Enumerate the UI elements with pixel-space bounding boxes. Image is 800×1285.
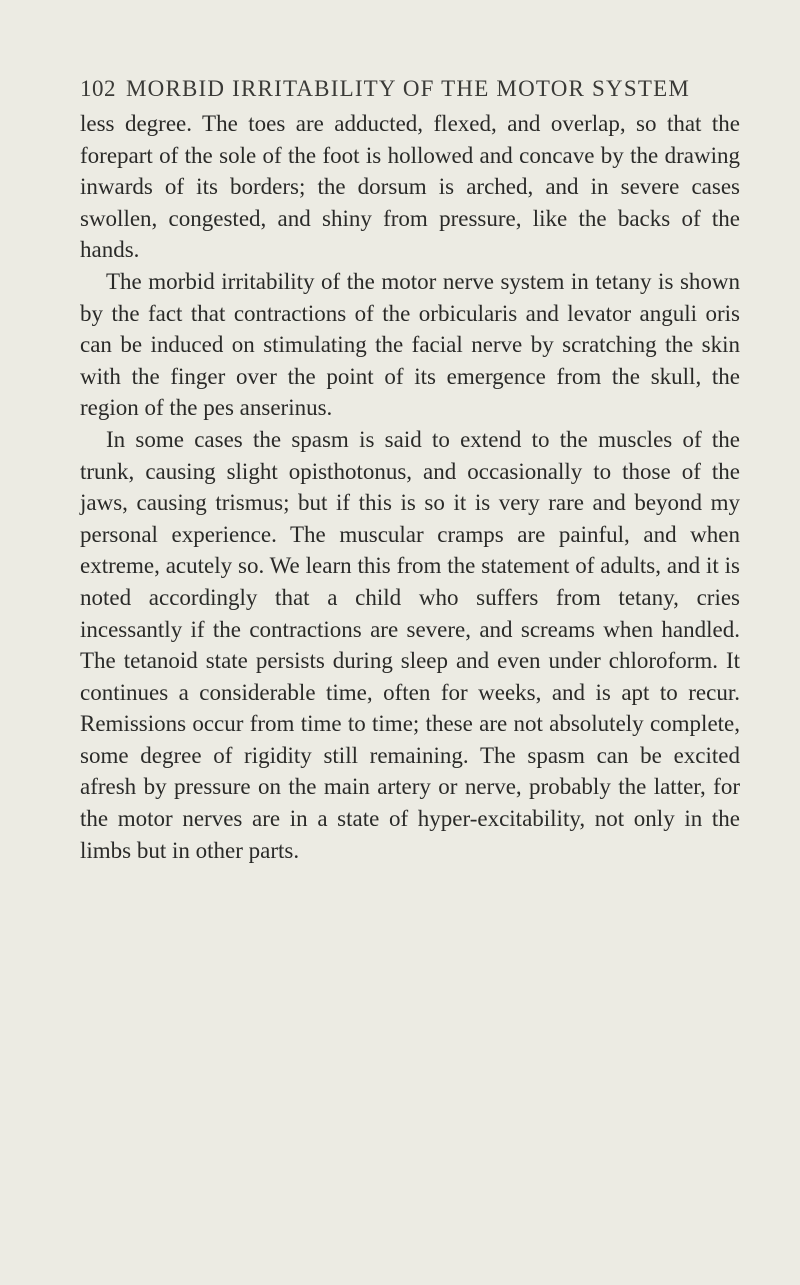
page-number: 102 [80,76,116,101]
running-head [80,76,740,102]
paragraph-continuation: less degree. The toes are adducted, flexed, and overlap, so that the forepart of the sole of the foot is hollowed and concave by the drawing inwards of its borders; the dorsum is arched, and in severe cases swollen, congested, and shiny from pressure, like the backs of the hands. [80,111,740,263]
body-text [80,108,740,866]
chapter-title: MORBID IRRITABILITY OF THE MOTOR SYSTEM [126,76,690,101]
paragraph-irritability: The morbid irritability of the motor nerve system in tetany is shown by the fact that contractions of the orbicularis and levator anguli oris can be induced on stimulating the facial nerve by scratching the skin with the finger over the point of its emergence from the skull, the region of the pes anserinus. [80,268,740,421]
paragraph-spasm: In some cases the spasm is said to extend to the muscles of the trunk, causing slight opisthotonus, and occasionally to those of the jaws, causing trismus; but if this is so it is very rare and beyond my personal experience. The muscular cramps are painful, and when extreme, acutely so. We learn this from the statement of adults, and it is noted accordingly that a child who suffers from tetany, cries incessantly if the contractions are severe, and screams when handled. The tetanoid state persists during sleep and even under chloroform. It continues a considerable time, often for weeks, and is apt to recur. Remissions occur from time to time; these are not absolutely complete, some degree of rigidity still remaining. The spasm can be excited afresh by pressure on the main artery or nerve, probably the latter, for the motor nerves are in a state of hyper-excitability, not only in the limbs but in other parts. [80,426,740,863]
